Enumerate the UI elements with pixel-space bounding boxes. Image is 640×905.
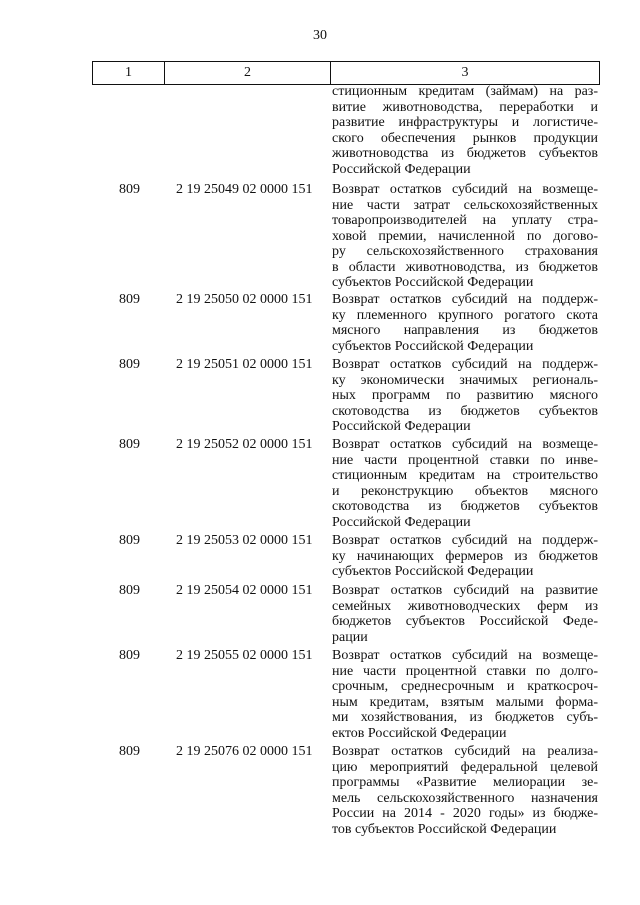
description-line: ние части процентной ставки по инве- xyxy=(332,452,598,468)
description-line: Возврат остатков субсидий на реализа- xyxy=(332,744,598,759)
admin-code: 809 xyxy=(119,648,140,663)
description-line: Возврат остатков субсидий на поддерж- xyxy=(332,357,598,372)
admin-code: 809 xyxy=(119,533,140,548)
description-line: ние части затрат сельскохозяйственных xyxy=(332,197,598,213)
description-line: ку племенного крупного рогатого скота xyxy=(332,307,598,323)
admin-code: 809 xyxy=(119,292,140,307)
budget-code: 2 19 25054 02 0000 151 xyxy=(176,583,313,598)
description-line: Возврат остатков субсидий на поддерж- xyxy=(332,292,598,307)
description-line: развитие инфраструктуры и логистиче- xyxy=(332,115,598,130)
description-line: Российской Федерации xyxy=(332,514,471,530)
description-line: ку начинающих фермеров из бюджетов xyxy=(332,548,598,564)
description-line: ку экономически значимых региональ- xyxy=(332,372,598,388)
description-line: срочным, среднесрочным и краткосроч- xyxy=(332,679,598,694)
description-line: мель сельскохозяйственного назначения xyxy=(332,790,598,806)
description-line: скотоводства из бюджетов субъектов xyxy=(332,499,598,514)
continued-description xyxy=(332,84,598,177)
row-description xyxy=(332,648,598,741)
description-line: скотоводства из бюджетов субъектов xyxy=(332,403,598,419)
description-line: ру сельскохозяйственного страхования xyxy=(332,244,598,259)
description-line: ектов Российской Федерации xyxy=(332,725,507,741)
description-line: Возврат остатков субсидий на возмеще- xyxy=(332,648,598,663)
description-line: России на 2014 - 2020 годы» из бюдже- xyxy=(332,806,598,821)
table-header xyxy=(92,61,600,85)
row-description xyxy=(332,583,598,645)
description-line: программы «Развитие мелиорации зе- xyxy=(332,775,598,790)
description-line: Возврат остатков субсидий на возмеще- xyxy=(332,182,598,197)
budget-code: 2 19 25051 02 0000 151 xyxy=(176,357,313,372)
row-description xyxy=(332,437,598,530)
description-line: товаропроизводителей на уплату стра- xyxy=(332,213,598,228)
budget-code: 2 19 25053 02 0000 151 xyxy=(176,533,313,548)
description-line: ми хозяйствования, из бюджетов субъ- xyxy=(332,710,598,725)
admin-code: 809 xyxy=(119,182,140,197)
admin-code: 809 xyxy=(119,357,140,372)
description-line: субъектов Российской Федерации xyxy=(332,564,534,579)
description-line: бюджетов субъектов Российской Феде- xyxy=(332,614,598,629)
page-number: 30 xyxy=(313,28,327,43)
description-line: ховой премии, начисленной по догово- xyxy=(332,228,598,244)
description-line: стиционным кредитам (займам) на раз- xyxy=(332,84,598,99)
admin-code: 809 xyxy=(119,583,140,598)
budget-code: 2 19 25055 02 0000 151 xyxy=(176,648,313,663)
row-description xyxy=(332,357,598,435)
description-line: рации xyxy=(332,629,368,645)
admin-code: 809 xyxy=(119,437,140,452)
budget-code: 2 19 25050 02 0000 151 xyxy=(176,292,313,307)
header-col-2: 2 xyxy=(164,62,330,84)
description-line: семейных животноводческих ферм из xyxy=(332,598,598,614)
description-line: ние части процентной ставки по долго- xyxy=(332,663,598,679)
description-line: стиционным кредитам на строительство xyxy=(332,468,598,483)
description-line: животноводства из бюджетов субъектов xyxy=(332,146,598,161)
admin-code: 809 xyxy=(119,744,140,759)
budget-code: 2 19 25052 02 0000 151 xyxy=(176,437,313,452)
description-line: и реконструкцию объектов мясного xyxy=(332,483,598,499)
header-col-3: 3 xyxy=(330,62,600,84)
description-line: цию мероприятий федеральной целевой xyxy=(332,759,598,775)
description-line: в области животноводства, из бюджетов xyxy=(332,259,598,275)
description-line: витие животноводства, переработки и xyxy=(332,99,598,115)
description-line: субъектов Российской Федерации xyxy=(332,338,534,354)
budget-code: 2 19 25076 02 0000 151 xyxy=(176,744,313,759)
header-col-1: 1 xyxy=(92,62,164,84)
header-row xyxy=(92,61,600,85)
description-line: Возврат остатков субсидий на возмеще- xyxy=(332,437,598,452)
description-line: ных программ по развитию мясного xyxy=(332,388,598,403)
description-line: субъектов Российской Федерации xyxy=(332,275,534,290)
description-line: Российской Федерации xyxy=(332,419,471,434)
description-line: мясного направления из бюджетов xyxy=(332,323,598,338)
description-line: Возврат остатков субсидий на развитие xyxy=(332,583,598,598)
row-description xyxy=(332,533,598,580)
budget-code: 2 19 25049 02 0000 151 xyxy=(176,182,313,197)
description-line: тов субъектов Российской Федерации xyxy=(332,821,557,837)
description-line: Возврат остатков субсидий на поддерж- xyxy=(332,533,598,548)
description-line: Российской Федерации xyxy=(332,161,471,177)
row-description xyxy=(332,744,598,837)
row-description xyxy=(332,292,598,354)
description-line: ского обеспечения рынков продукции xyxy=(332,130,598,146)
description-line: ным кредитам, взятым малыми форма- xyxy=(332,694,598,710)
row-description xyxy=(332,182,598,291)
